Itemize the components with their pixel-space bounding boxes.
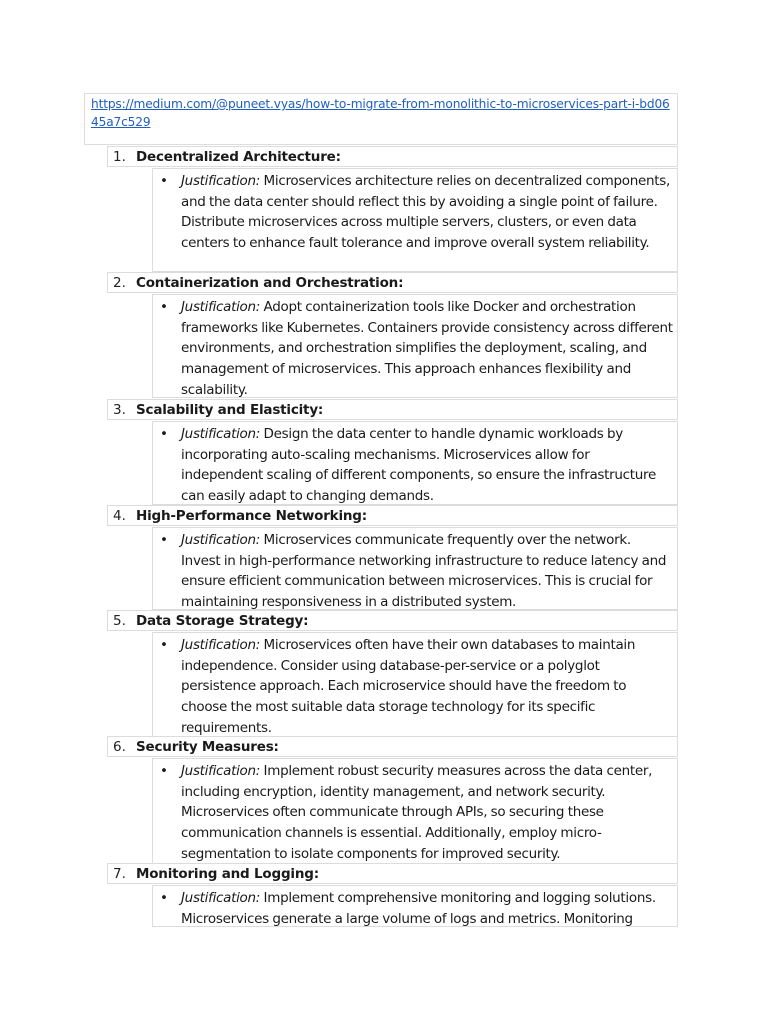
justification-cell: [152, 421, 678, 505]
justification-cell: [152, 885, 678, 927]
justification-body: Microservices often have their own databases to maintain independence. Consider using database-per-service or a polyglot persistence approach. Each microservice should have the freedom to choose the most suitable data storage technology for its specific requirements.: [181, 637, 636, 736]
list-number: 2.: [113, 275, 126, 291]
justification-cell: [152, 294, 678, 398]
justification-cell: [152, 758, 678, 864]
list-number: 3.: [113, 402, 126, 418]
justification-body: Microservices communicate frequently over the network. Invest in high-performance networking infrastructure to reduce latency and ensure efficient communication between microservices. This is crucial for maintaining responsiveness in a distributed system.: [181, 532, 667, 611]
source-link-cell: [84, 93, 678, 145]
list-number: 7.: [113, 866, 126, 882]
list-item-heading: [107, 610, 678, 631]
justification-text: [181, 635, 673, 739]
list-item-title: Data Storage Strategy:: [136, 613, 309, 629]
list-number: 4.: [113, 508, 126, 524]
justification-cell: [152, 168, 678, 272]
justification-label: Justification:: [181, 173, 261, 189]
list-item-title: Containerization and Orchestration:: [136, 275, 404, 291]
list-item-heading: [107, 399, 678, 420]
justification-body: Design the data center to handle dynamic workloads by incorporating auto-scaling mechanisms. Microservices allow for independent scaling of different components, so ensure the infrastructure can easily adapt to changing demands.: [181, 426, 656, 505]
justification-text: [181, 297, 673, 401]
justification-body: Microservices architecture relies on decentralized components, and the data center should reflect this by avoiding a single point of failure. Distribute microservices across multiple servers, clusters, or even data centers to enhance fault tolerance and improve overall system reliability.: [181, 173, 670, 252]
justification-text: [181, 888, 673, 929]
justification-label: Justification:: [181, 532, 261, 548]
bullet-icon: •: [160, 532, 168, 548]
list-item-title: Decentralized Architecture:: [136, 149, 341, 165]
bullet-icon: •: [160, 299, 168, 315]
justification-text: [181, 761, 673, 865]
list-number: 6.: [113, 739, 126, 755]
justification-cell: [152, 632, 678, 737]
list-item-heading: [107, 272, 678, 293]
list-item-title: Monitoring and Logging:: [136, 866, 319, 882]
justification-text: [181, 424, 673, 507]
list-item-heading: [107, 736, 678, 757]
list-number: 5.: [113, 613, 126, 629]
list-item-title: Scalability and Elasticity:: [136, 402, 324, 418]
list-item-title: High-Performance Networking:: [136, 508, 367, 524]
bullet-icon: •: [160, 763, 168, 779]
bullet-icon: •: [160, 637, 168, 653]
justification-body: Implement comprehensive monitoring and logging solutions. Microservices generate a large volume of logs and metrics. Monitoring: [181, 890, 656, 927]
justification-text: [181, 171, 673, 254]
list-number: 1.: [113, 149, 126, 165]
justification-label: Justification:: [181, 299, 261, 315]
justification-text: [181, 530, 673, 613]
bullet-icon: •: [160, 890, 168, 906]
bullet-icon: •: [160, 173, 168, 189]
justification-label: Justification:: [181, 763, 261, 779]
justification-body: Adopt containerization tools like Docker and orchestration frameworks like Kubernetes. Containers provide consistency across different environments, and orchestration simplifies the deployment, scaling, and management of microservices. This approach enhances flexibility and scalability.: [181, 299, 673, 398]
justification-label: Justification:: [181, 426, 261, 442]
justification-body: Implement robust security measures across the data center, including encryption, identity management, and network security. Microservices often communicate through APIs, so securing these communication channels is essential. Additionally, employ micro-segmentation to isolate components for improved security.: [181, 763, 653, 862]
justification-label: Justification:: [181, 637, 261, 653]
source-link[interactable]: https://medium.com/@puneet.vyas/how-to-migrate-from-monolithic-to-microservices-part-i-bd0645a7c529: [91, 97, 670, 129]
justification-cell: [152, 527, 678, 610]
justification-label: Justification:: [181, 890, 261, 906]
list-item-title: Security Measures:: [136, 739, 279, 755]
list-item-heading: [107, 146, 678, 167]
list-item-heading: [107, 505, 678, 526]
bullet-icon: •: [160, 426, 168, 442]
list-item-heading: [107, 863, 678, 884]
